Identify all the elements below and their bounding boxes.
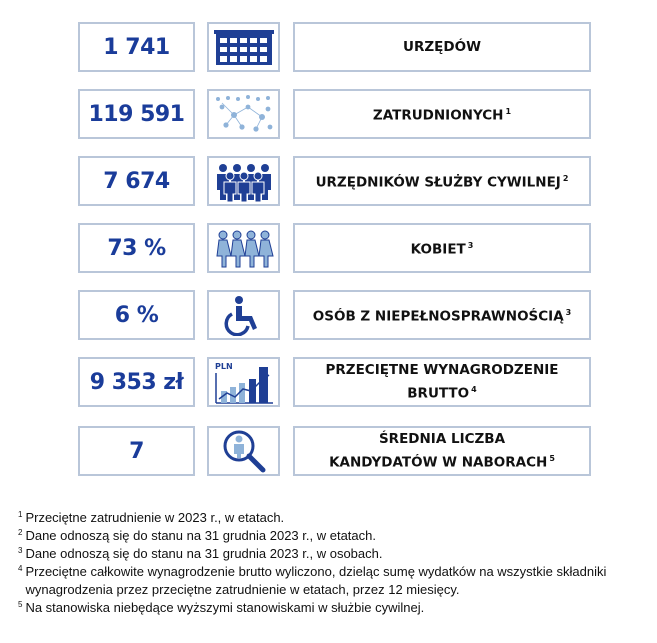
magnifier-person-icon bbox=[207, 426, 280, 476]
currency-label: PLN bbox=[214, 362, 233, 371]
people-network-icon bbox=[207, 89, 280, 139]
stat-employees-value: 119 591 bbox=[78, 89, 195, 139]
footnote-ref: 1 bbox=[505, 107, 512, 117]
stat-offices-label bbox=[293, 22, 591, 72]
stat-disabled-value: 6 % bbox=[78, 290, 195, 340]
stat-women-label bbox=[293, 223, 591, 273]
stat-offices-value: 1 741 bbox=[78, 22, 195, 72]
footnote-2: 2 Dane odnoszą się do stanu na 31 grudnia 2023 r., w etatach. bbox=[18, 528, 376, 543]
footnote-ref: 5 bbox=[549, 453, 555, 463]
footnote-ref: 3 bbox=[467, 241, 474, 251]
office-building-icon bbox=[207, 22, 280, 72]
footnote-4: 4 Przeciętne całkowite wynagrodzenie brutto wyliczono, dzieląc sumę wydatków na wszystkie składniki wynagrodzenia przez przeciętne zatrudnienie w etatach, przez 12 miesięcy. bbox=[18, 564, 607, 597]
footnote-ref: 2 bbox=[562, 174, 569, 184]
label-text: ZATRUDNIONYCH bbox=[372, 107, 504, 124]
group-of-people-icon bbox=[207, 156, 280, 206]
label-text: URZĘDNIKÓW SŁUŻBY CYWILNEJ bbox=[315, 174, 561, 191]
label-text: KOBIET bbox=[410, 241, 466, 258]
wheelchair-icon bbox=[207, 290, 280, 340]
stat-civil-servants-label bbox=[293, 156, 591, 206]
footnote-5: 5 Na stanowiska niebędące wyższymi stanowiskami w służbie cywilnej. bbox=[18, 600, 425, 615]
stat-women-value: 73 % bbox=[78, 223, 195, 273]
stat-civil-servants-value: 7 674 bbox=[78, 156, 195, 206]
stat-candidates-label bbox=[293, 426, 591, 476]
label-text: PRZECIĘTNE WYNAGRODZENIE bbox=[325, 361, 559, 378]
stat-employees-label bbox=[293, 89, 591, 139]
label-text-line2: KANDYDATÓW W NABORACH bbox=[329, 454, 548, 471]
stat-salary-value: 9 353 zł bbox=[78, 357, 195, 407]
footnote-1: 1 Przeciętne zatrudnienie w 2023 r., w etatach. bbox=[18, 510, 285, 525]
label-text: OSÓB Z NIEPEŁNOSPRAWNOŚCIĄ bbox=[312, 308, 564, 325]
stat-disabled-label bbox=[293, 290, 591, 340]
salary-chart-icon bbox=[207, 357, 280, 407]
label-text: ŚREDNIA LICZBA bbox=[378, 430, 506, 447]
label-text: URZĘDÓW bbox=[403, 38, 481, 55]
footnote-3: 3 Dane odnoszą się do stanu na 31 grudnia 2023 r., w osobach. bbox=[18, 546, 383, 561]
footnotes bbox=[18, 509, 648, 617]
stat-candidates-value: 7 bbox=[78, 426, 195, 476]
footnote-ref: 3 bbox=[565, 308, 572, 318]
label-text-line2: BRUTTO bbox=[407, 385, 470, 402]
stat-salary-label bbox=[293, 357, 591, 407]
footnote-ref: 4 bbox=[471, 384, 477, 394]
women-icon bbox=[207, 223, 280, 273]
